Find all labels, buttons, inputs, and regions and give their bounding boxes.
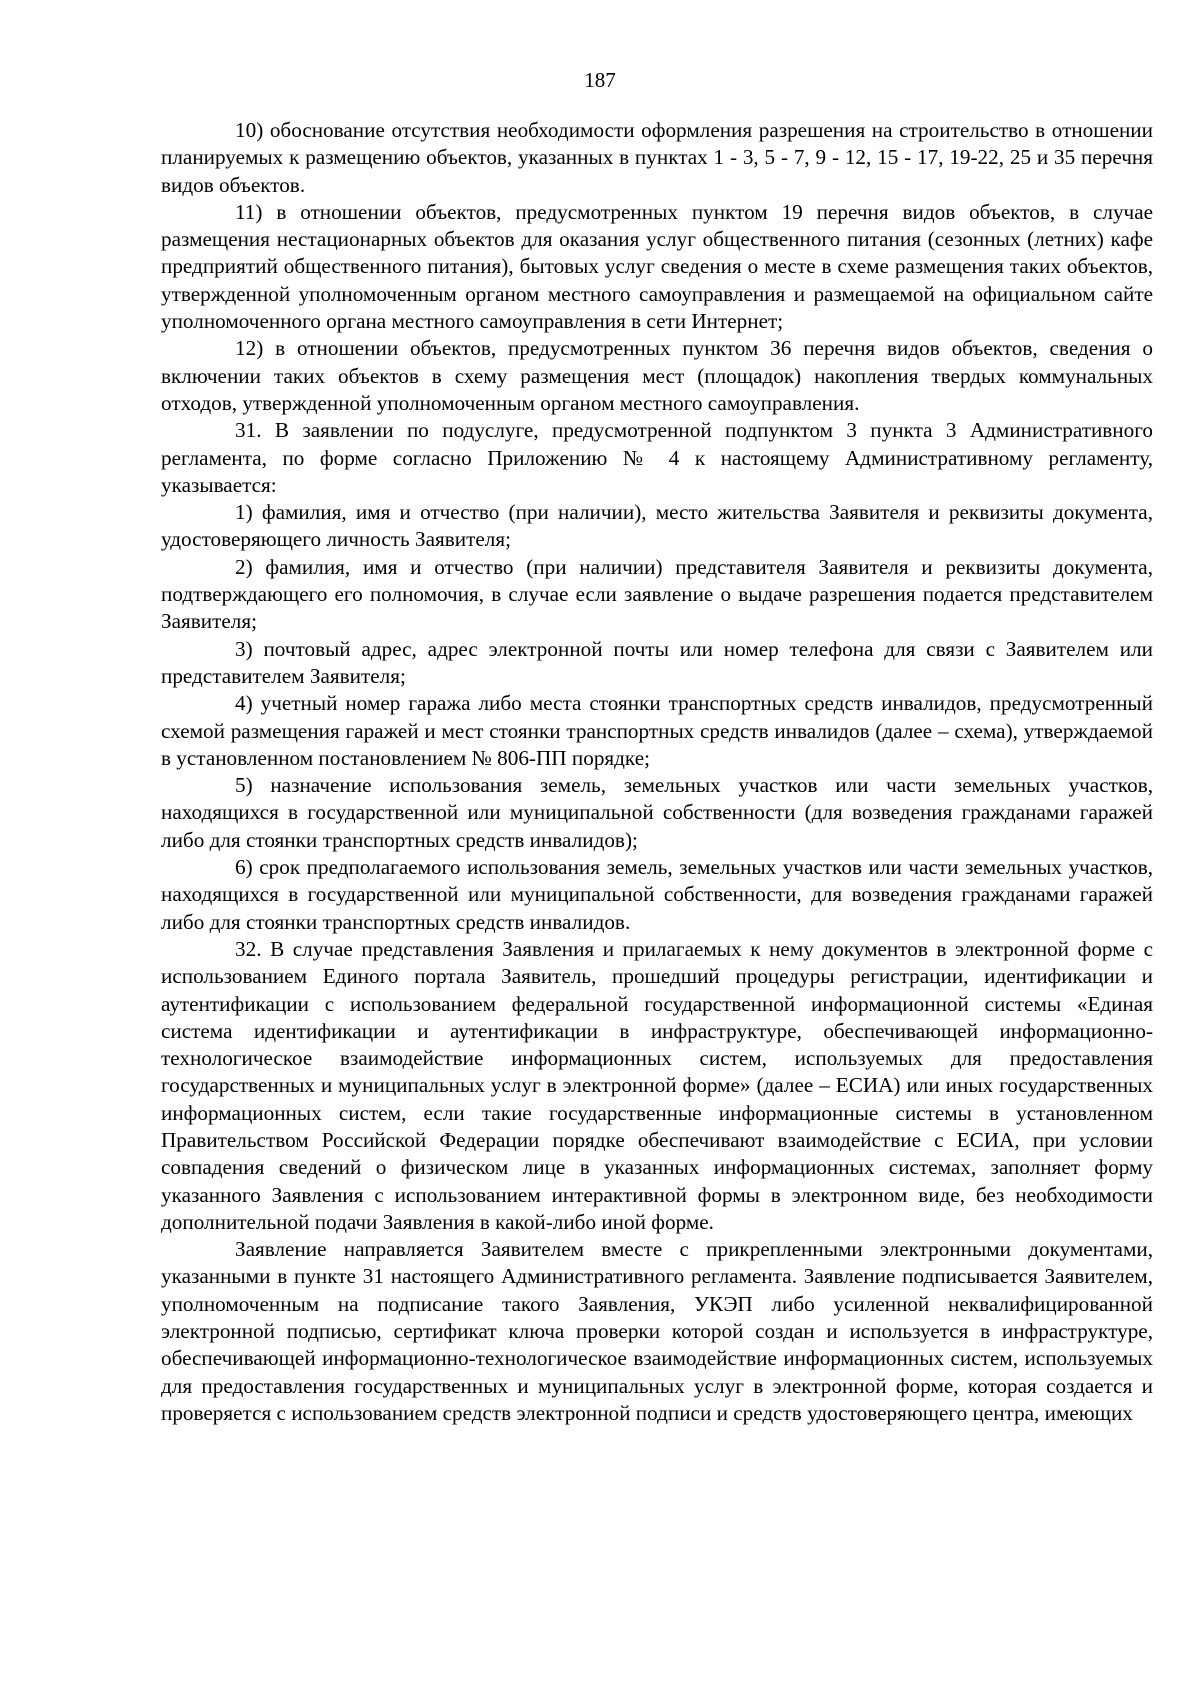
paragraph-10: 10) обоснование отсутствия необходимости оформления разрешения на строительство в отношении планируемых к размещению объектов, указанных в пунктах 1 - 3, 5 - 7, 9 - 12, 15 - 17, 19-22, 25 и 35 перечня видов объектов. bbox=[161, 118, 1153, 197]
paragraph-31-item-4: 4) учетный номер гаража либо места стоянки транспортных средств инвалидов, предусмотренный схемой размещения гаражей и мест стоянки транспортных средств инвалидов (далее – схема), утверждаемой в установленном постановлением № 806-ПП порядке; bbox=[161, 691, 1153, 770]
paragraph-31: 31. В заявлении по подуслуге, предусмотренной подпунктом 3 пункта 3 Административного регламента, по форме согласно Приложению № 4 к настоящему Административному регламенту, указывается: bbox=[161, 418, 1153, 497]
paragraph-11: 11) в отношении объектов, предусмотренных пунктом 19 перечня видов объектов, в случае размещения нестационарных объектов для оказания услуг общественного питания (сезонных (летних) кафе предприятий общественного питания), бытовых услуг сведения о месте в схеме размещения таких объектов, утвержденной уполномоченным органом местного самоуправления и размещаемой на официальном сайте уполномоченного органа местного самоуправления в сети Интернет; bbox=[161, 199, 1153, 334]
page-number: 187 bbox=[584, 68, 616, 92]
paragraph-31-item-3: 3) почтовый адрес, адрес электронной почты или номер телефона для связи с Заявителем или представителем Заявителя; bbox=[161, 636, 1153, 688]
document-body bbox=[161, 117, 1153, 1427]
paragraph-12: 12) в отношении объектов, предусмотренных пунктом 36 перечня видов объектов, сведения о включении таких объектов в схему размещения мест (площадок) накопления твердых коммунальных отходов, утвержденной уполномоченным органом местного самоуправления. bbox=[161, 336, 1153, 415]
paragraph-32-continuation: Заявление направляется Заявителем вместе с прикрепленными электронными документами, указанными в пункте 31 настоящего Административного регламента. Заявление подписывается Заявителем, уполномоченным на подписание такого Заявления, УКЭП либо усиленной неквалифицированной электронной подписью, сертификат ключа проверки которой создан и используется в инфраструктуре, обеспечивающей информационно-технологическое взаимодействие информационных систем, используемых для предоставления государственных и муниципальных услуг в электронной форме, которая создается и проверяется с использованием средств электронной подписи и средств удостоверяющего центра, имеющих bbox=[161, 1237, 1153, 1425]
paragraph-31-item-1: 1) фамилия, имя и отчество (при наличии), место жительства Заявителя и реквизиты документа, удостоверяющего личность Заявителя; bbox=[161, 500, 1153, 552]
paragraph-31-item-6: 6) срок предполагаемого использования земель, земельных участков или части земельных участков, находящихся в государственной или муниципальной собственности, для возведения гражданами гаражей либо для стоянки транспортных средств инвалидов. bbox=[161, 855, 1153, 934]
paragraph-31-item-2: 2) фамилия, имя и отчество (при наличии) представителя Заявителя и реквизиты документа, подтверждающего его полномочия, в случае если заявление о выдаче разрешения подается представителем Заявителя; bbox=[161, 554, 1153, 634]
paragraph-32: 32. В случае представления Заявления и прилагаемых к нему документов в электронной форме с использованием Единого портала Заявитель, прошедший процедуры регистрации, идентификации и аутентификации с использованием федеральной государственной информационной системы «Единая система идентификации и аутентификации в инфраструктуре, обеспечивающей информационно-технологическое взаимодействие информационных систем, используемых для предоставления государственных и муниципальных услуг в электронной форме» (далее – ЕСИА) или иных государственных информационных систем, если такие государственные информационные системы в установленном Правительством Российской Федерации порядке обеспечивают взаимодействие с ЕСИА, при условии совпадения сведений о физическом лице в указанных информационных системах, заполняет форму указанного Заявления с использованием интерактивной формы в электронном виде, без необходимости дополнительной подачи Заявления в какой-либо иной форме. bbox=[161, 936, 1153, 1234]
paragraph-31-item-5: 5) назначение использования земель, земельных участков или части земельных участков, находящихся в государственной или муниципальной собственности (для возведения гражданами гаражей либо для стоянки транспортных средств инвалидов); bbox=[161, 773, 1153, 852]
